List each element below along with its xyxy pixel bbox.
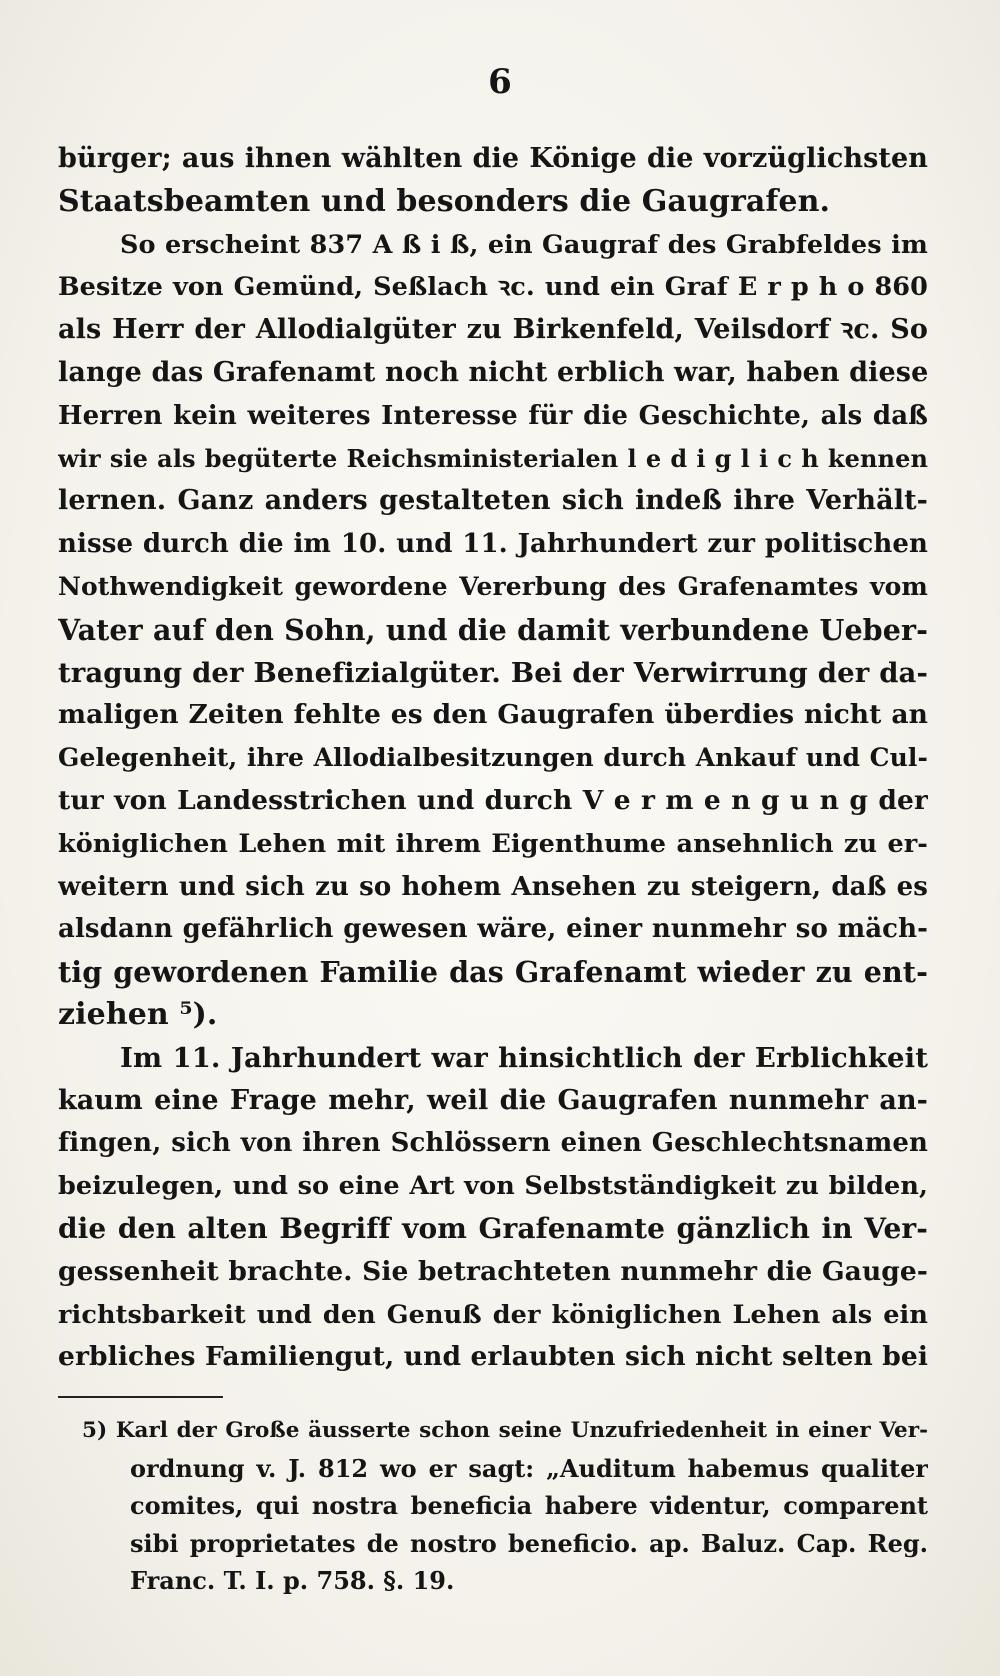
text-line: alsdann gefährlich gewesen wäre, einer nunmehr so mäch- [58,914,928,945]
text-line: tur von Landesstrichen und durch V e r m e n g u n g der [58,784,928,816]
text-line: königlichen Lehen mit ihrem Eigenthume ansehnlich zu er- [58,828,928,859]
text-line: tig gewordenen Familie das Grafenamt wieder zu ent- [58,955,928,990]
text-line: lernen. Ganz anders gestalteten sich indeß ihre Verhält- [58,485,928,517]
footnote-line: sibi proprietates de nostro beneficio. ap. Baluz. Cap. Reg. [130,1528,928,1558]
body-text [58,138,928,1379]
text-line: bürger; aus ihnen wählten die Könige die vorzüglichsten [58,143,928,174]
text-line: So erscheint 837 A ß i ß, ein Gaugraf des Grabfeldes im [120,229,928,260]
text-line: die den alten Begriff vom Grafenamte gänzlich in Ver- [58,1211,928,1245]
text-line: beizulegen, und so eine Art von Selbstständigkeit zu bilden, [58,1171,928,1202]
footnote-line: 5) Karl der Große äusserte schon seine Unzufriedenheit in einer Ver- [82,1418,928,1443]
text-line: Herren kein weiteres Interesse für die Geschichte, als daß [58,400,928,431]
text-line: weitern und sich zu so hohem Ansehen zu steigern, daß es [58,871,928,902]
footnote-line: comites, qui nostra beneficia habere videntur, comparent [130,1491,928,1520]
text-line: tragung der Benefizialgüter. Bei der Verwirrung der da- [58,656,928,689]
text-line: wir sie als begüterte Reichsministerialen l e d i g l i c h kennen [58,443,928,473]
text-line: Gelegenheit, ihre Allodialbesitzungen durch Ankauf und Cul- [58,743,928,773]
footnote [58,1412,928,1600]
text-line: lange das Grafenamt noch nicht erblich war, haben diese [58,356,928,388]
footnote-line: ordnung v. J. 812 wo er sagt: „Auditum habemus qualiter [130,1453,928,1483]
text-line: Im 11. Jahrhundert war hinsichtlich der Erblichkeit [120,1041,928,1074]
text-line: gessenheit brachte. Sie betrachteten nunmehr die Gauge- [58,1255,928,1287]
text-line: Nothwendigkeit gewordene Vererbung des Grafenamtes vom [58,571,928,601]
text-line: Besitze von Gemünd, Seßlach ꝛc. und ein Graf E r p h o 860 [58,272,928,303]
page-number: 6 [488,62,512,102]
text-line: als Herr der Allodialgüter zu Birkenfeld, Veilsdorf ꝛc. So [58,314,928,346]
text-line: Staatsbeamten und besonders die Gaugrafen. [58,183,831,219]
text-line: nisse durch die im 10. und 11. Jahrhundert zur politischen [58,529,928,560]
text-line: kaum eine Frage mehr, weil die Gaugrafen nunmehr an- [58,1084,928,1116]
text-line: Vater auf den Sohn, und die damit verbundene Ueber- [58,612,928,647]
footnote-line: Franc. T. I. p. 758. §. 19. [130,1566,455,1595]
text-line: erbliches Familiengut, und erlaubten sich nicht selten bei [58,1341,928,1373]
text-line: fingen, sich von ihren Schlössern einen Geschlechtsnamen [58,1128,928,1159]
text-line: richtsbarkeit und den Genuß der königlichen Lehen als ein [58,1299,928,1330]
text-line: maligen Zeiten fehlte es den Gaugrafen überdies nicht an [58,699,928,731]
footnote-divider [58,1396,223,1398]
text-line: ziehen ⁵). [58,996,218,1032]
